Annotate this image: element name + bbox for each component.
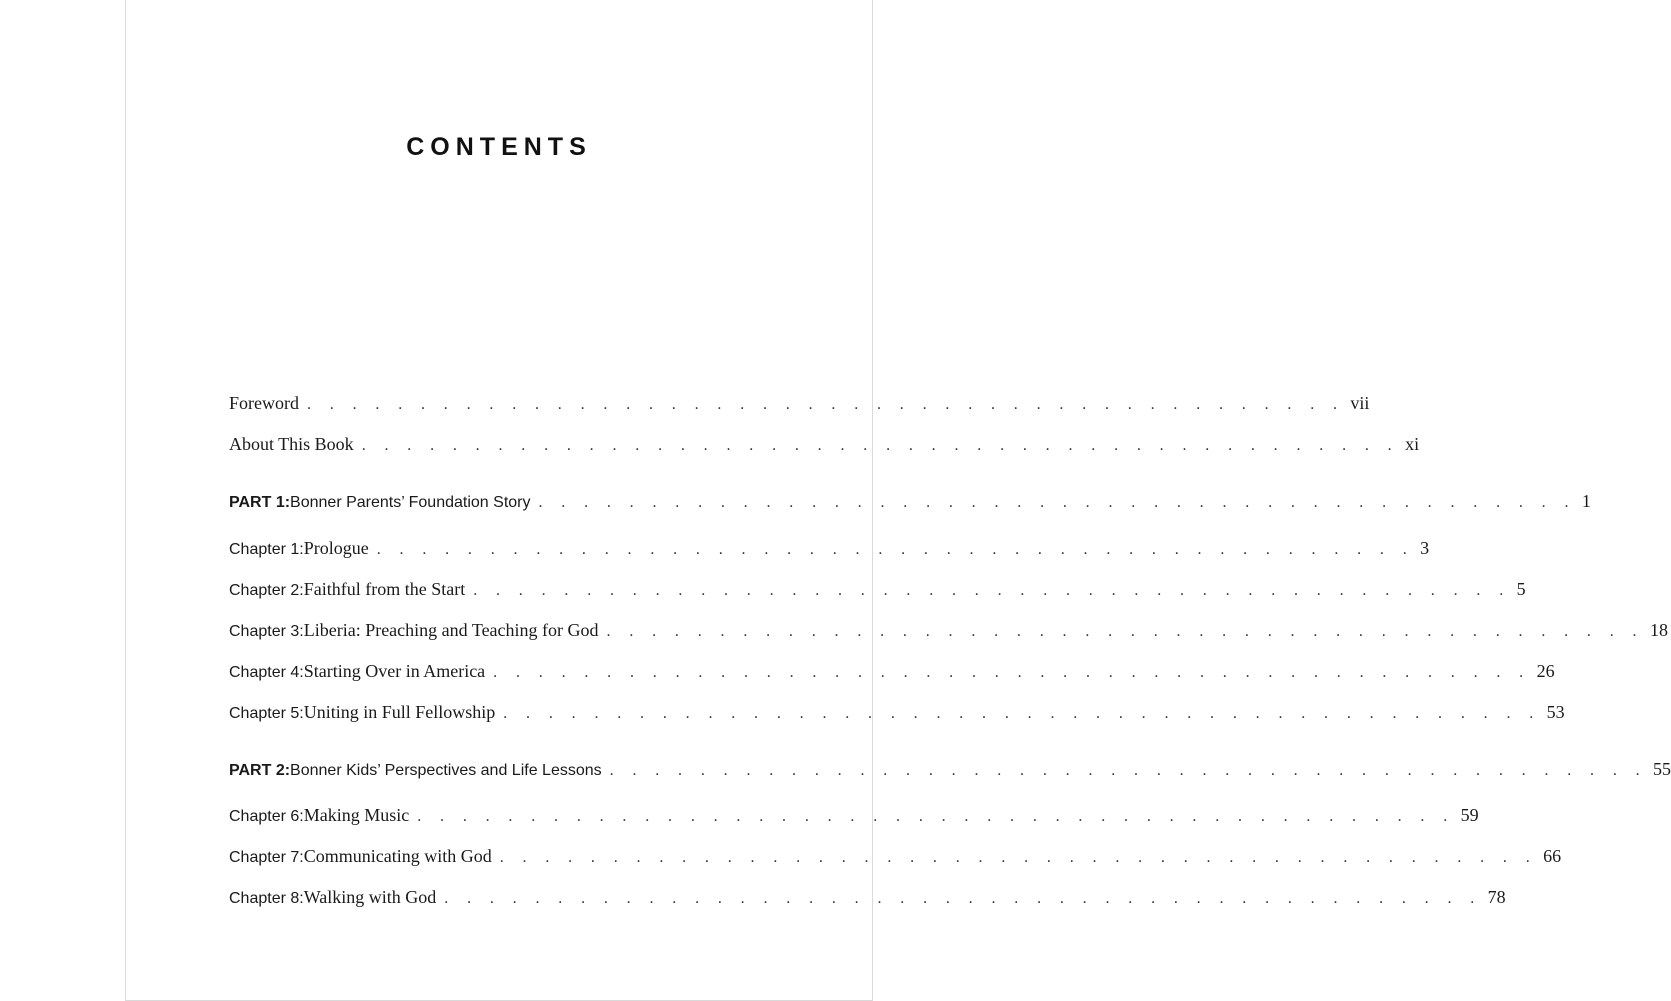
- entry-prefix: PART 2:: [229, 762, 291, 779]
- dot-leader: . . . . . . . . . . . . . . . . . . . . . . . . . . . . . . . . . . . . . . . . . . . . . .: [538, 494, 1576, 511]
- entry-page-number: vii: [1350, 393, 1370, 413]
- entry-prefix: Chapter 3:: [229, 623, 304, 640]
- toc-entry-chapter-7: [229, 846, 1562, 874]
- dot-leader: . . . . . . . . . . . . . . . . . . . . . . . . . . . . . . . . . . . . . . . . . . . . . .: [499, 849, 1538, 866]
- toc-entry-about-this-book: [229, 434, 1420, 462]
- entry-page-number: 78: [1487, 887, 1506, 907]
- entry-title: About This Book: [229, 434, 354, 454]
- entry-title: Making Music: [303, 805, 410, 825]
- entry-page-number: xi: [1405, 434, 1420, 454]
- entry-prefix: Chapter 7:: [229, 849, 304, 866]
- entry-page-number: 5: [1516, 579, 1526, 599]
- entry-title: Foreword: [229, 393, 299, 413]
- entry-title: Liberia: Preaching and Teaching for God: [303, 620, 599, 640]
- entry-page-number: 1: [1581, 491, 1591, 511]
- dot-leader: . . . . . . . . . . . . . . . . . . . . . . . . . . . . . . . . . . . . . . . . . . . . . .: [376, 541, 1415, 558]
- dot-leader: . . . . . . . . . . . . . . . . . . . . . . . . . . . . . . . . . . . . . . . . . . . . . .: [417, 808, 1455, 825]
- dot-leader: . . . . . . . . . . . . . . . . . . . . . . . . . . . . . . . . . . . . . . . . . . . . . .: [361, 437, 1400, 454]
- entry-title: Faithful from the Start: [303, 579, 466, 599]
- entry-prefix: Chapter 5:: [229, 705, 304, 722]
- toc-entry-chapter-3: [229, 620, 1668, 648]
- toc-entry-chapter-2: [229, 579, 1526, 607]
- entry-page-number: 59: [1460, 805, 1479, 825]
- entry-page-number: 26: [1536, 661, 1555, 681]
- entry-prefix: Chapter 1:: [229, 541, 304, 558]
- entry-title: Communicating with God: [303, 846, 492, 866]
- entry-title: Prologue: [303, 538, 369, 558]
- dot-leader: . . . . . . . . . . . . . . . . . . . . . . . . . . . . . . . . . . . . . . . . . . . . . .: [473, 582, 1511, 599]
- toc-entry-chapter-6: [229, 805, 1479, 833]
- entry-page-number: 55: [1653, 759, 1671, 779]
- toc-entry-foreword: [229, 393, 1370, 421]
- entry-page-number: 3: [1420, 538, 1430, 558]
- page-title: CONTENTS: [406, 133, 592, 161]
- toc-entry-part-1: [229, 491, 1591, 519]
- entry-prefix: PART 1:: [229, 494, 291, 511]
- entry-prefix: Chapter 4:: [229, 664, 304, 681]
- entry-prefix: Chapter 8:: [229, 890, 304, 907]
- dot-leader: . . . . . . . . . . . . . . . . . . . . . . . . . . . . . . . . . . . . . . . . . . . . . .: [444, 890, 1482, 907]
- entry-prefix: Chapter 2:: [229, 582, 304, 599]
- entry-title: Bonner Parents’ Foundation Story: [290, 494, 531, 511]
- entry-title: Uniting in Full Fellowship: [303, 702, 496, 722]
- entry-page-number: 18: [1649, 620, 1668, 640]
- entry-title: Starting Over in America: [303, 661, 486, 681]
- dot-leader: . . . . . . . . . . . . . . . . . . . . . . . . . . . . . . . . . . . . . . . . . . . . . .: [606, 623, 1644, 640]
- toc-entry-chapter-4: [229, 661, 1555, 689]
- toc-entry-chapter-8: [229, 887, 1506, 915]
- entry-title: Bonner Kids’ Perspectives and Life Lessons: [290, 762, 602, 779]
- toc-entry-chapter-5: [229, 702, 1565, 730]
- entry-title: Walking with God: [303, 887, 437, 907]
- toc-entry-chapter-1: [229, 538, 1430, 566]
- dot-leader: . . . . . . . . . . . . . . . . . . . . . . . . . . . . . . . . . . . . . . . . . . . . . .: [493, 664, 1531, 681]
- entry-page-number: 66: [1543, 846, 1562, 866]
- entry-page-number: 53: [1546, 702, 1565, 722]
- dot-leader: . . . . . . . . . . . . . . . . . . . . . . . . . . . . . . . . . . . . . . . . . . . . . .: [609, 762, 1648, 779]
- toc-entry-part-2: [229, 759, 1671, 787]
- dot-leader: . . . . . . . . . . . . . . . . . . . . . . . . . . . . . . . . . . . . . . . . . . . . . .: [307, 396, 1345, 413]
- entry-prefix: Chapter 6:: [229, 808, 304, 825]
- dot-leader: . . . . . . . . . . . . . . . . . . . . . . . . . . . . . . . . . . . . . . . . . . . . . .: [503, 705, 1541, 722]
